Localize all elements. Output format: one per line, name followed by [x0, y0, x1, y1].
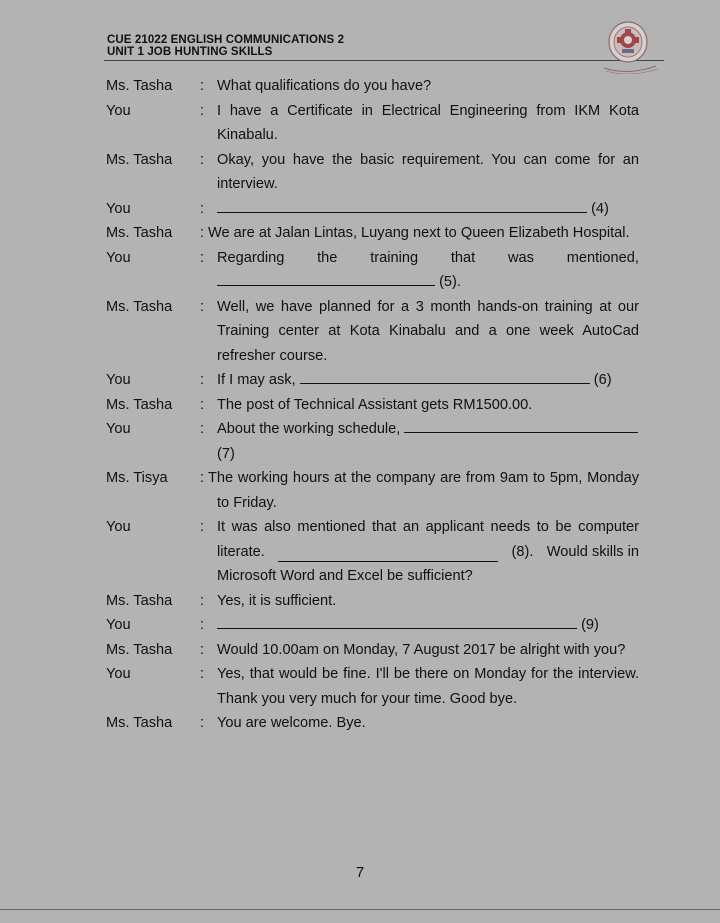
line-text — [217, 368, 639, 393]
line-text: What qualifications do you have? — [217, 78, 432, 94]
line-part — [217, 540, 639, 565]
word: was — [507, 249, 534, 266]
line-text: You are welcome. Bye. — [217, 715, 366, 731]
line-text: I have a Certificate in Electrical Engineering from IKM Kota Kinabalu. — [217, 102, 639, 143]
blank-number: (7) — [217, 445, 235, 462]
line-text — [217, 197, 639, 222]
word: training — [370, 249, 419, 266]
word: that — [450, 249, 476, 266]
dialogue-line — [106, 74, 639, 99]
dialogue-line — [106, 515, 639, 589]
colon: : — [200, 102, 205, 119]
line-text: Yes, that would be fine. I'll be there on Monday for the interview. Thank you very much for your time. Good bye. — [217, 666, 639, 707]
dialogue-line — [106, 662, 639, 711]
speaker-name: Ms. Tasha — [106, 592, 173, 609]
word: Regarding — [217, 249, 285, 266]
answer-blank[interactable] — [217, 272, 435, 286]
colon: : — [200, 592, 205, 609]
dialogue-line — [106, 221, 639, 246]
dialogue-line — [106, 466, 639, 515]
speaker-name: Ms. Tisya — [106, 470, 168, 486]
speaker-name: Ms. Tasha — [106, 225, 173, 241]
word: the — [317, 249, 338, 266]
colon: : — [200, 641, 205, 658]
answer-blank[interactable] — [300, 370, 590, 384]
dialogue-line — [106, 246, 639, 295]
line-text — [217, 613, 639, 638]
colon: : — [200, 421, 205, 437]
speaker-name: You — [106, 200, 131, 217]
answer-blank[interactable] — [217, 199, 587, 213]
dialogue-line — [106, 368, 639, 393]
line-text: Yes, it is sufficient. — [217, 592, 337, 609]
dialogue — [106, 74, 639, 736]
speaker-name: Ms. Tasha — [106, 151, 173, 168]
line-text — [208, 466, 639, 515]
speaker-name: You — [106, 102, 131, 119]
speaker-name: Ms. Tasha — [106, 641, 173, 658]
trailing-text: Would skills in — [546, 543, 639, 560]
speaker-name: You — [106, 421, 131, 437]
question-prefix: If I may ask, — [217, 372, 296, 388]
speaker-name: You — [106, 617, 131, 633]
document-header — [107, 34, 344, 58]
line-words — [217, 246, 639, 271]
line-text — [217, 515, 639, 589]
colon: : — [200, 617, 205, 633]
colon: : — [200, 519, 205, 535]
answer-blank[interactable] — [404, 419, 638, 433]
blank-number: (4) — [591, 200, 609, 217]
line-text — [217, 246, 639, 295]
blank-number: (5). — [439, 274, 461, 290]
blank-number: (6) — [593, 372, 612, 388]
word: mentioned, — [566, 249, 639, 266]
line-text: We are at Jalan Lintas, Luyang next to Queen Elizabeth Hospital. — [208, 225, 630, 241]
speaker-name: Ms. Tasha — [106, 396, 173, 413]
dialogue-line — [106, 393, 639, 418]
colon: : — [200, 470, 205, 486]
dialogue-line — [106, 99, 639, 148]
line-text: Okay, you have the basic requirement. You can come for an interview. — [217, 151, 639, 192]
answer-blank[interactable] — [278, 548, 498, 562]
question-prefix: About the working schedule, — [217, 421, 401, 437]
dialogue-line — [106, 613, 639, 638]
line-text-content: It was also mentioned that an applicant needs to be computer — [217, 519, 639, 535]
colon: : — [200, 396, 205, 413]
header-divider — [104, 60, 664, 61]
dialogue-line — [106, 148, 639, 197]
colon: : — [200, 225, 205, 241]
colon: : — [200, 666, 205, 682]
colon: : — [200, 151, 205, 168]
line-text — [217, 417, 639, 466]
dialogue-line — [106, 589, 639, 614]
colon: : — [200, 200, 205, 217]
colon: : — [200, 298, 205, 315]
label-text: literate. — [217, 543, 265, 560]
unit-title: UNIT 1 JOB HUNTING SKILLS — [107, 46, 273, 58]
speaker-name: You — [106, 249, 131, 266]
dialogue-line — [106, 417, 639, 466]
blank-number: (9) — [581, 617, 599, 633]
dialogue-line — [106, 295, 639, 369]
page-number: 7 — [355, 864, 365, 881]
speaker-name: You — [106, 666, 131, 682]
colon: : — [200, 78, 205, 94]
blank-number: (8). — [511, 543, 534, 560]
line-text: The post of Technical Assistant gets RM1500.00. — [217, 396, 533, 413]
dialogue-line — [106, 197, 639, 222]
answer-blank[interactable] — [217, 615, 577, 629]
speaker-name: Ms. Tasha — [106, 298, 173, 315]
speaker-name: Ms. Tasha — [106, 715, 173, 731]
dialogue-line — [106, 711, 639, 736]
line-text-content: Microsoft Word and Excel be sufficient? — [217, 568, 473, 584]
speaker-name: You — [106, 519, 131, 535]
course-title: CUE 21022 ENGLISH COMMUNICATIONS 2 — [107, 34, 345, 46]
speaker-name: You — [106, 372, 131, 388]
dialogue-line — [106, 638, 639, 663]
institution-logo-icon — [598, 16, 662, 74]
colon: : — [200, 715, 205, 731]
line-part — [217, 515, 639, 540]
line-text: Well, we have planned for a 3 month hands-on training at our Training center at Kota Kinabalu and a one week AutoCad refresher course. — [217, 298, 639, 364]
line-text-content: The working hours at the company are from 9am to 5pm, Monday to Friday. — [208, 470, 639, 511]
line-text: Would 10.00am on Monday, 7 August 2017 be alright with you? — [217, 641, 626, 658]
footer-divider — [0, 909, 720, 910]
colon: : — [200, 372, 205, 388]
colon: : — [200, 249, 205, 266]
speaker-name: Ms. Tasha — [106, 78, 173, 94]
